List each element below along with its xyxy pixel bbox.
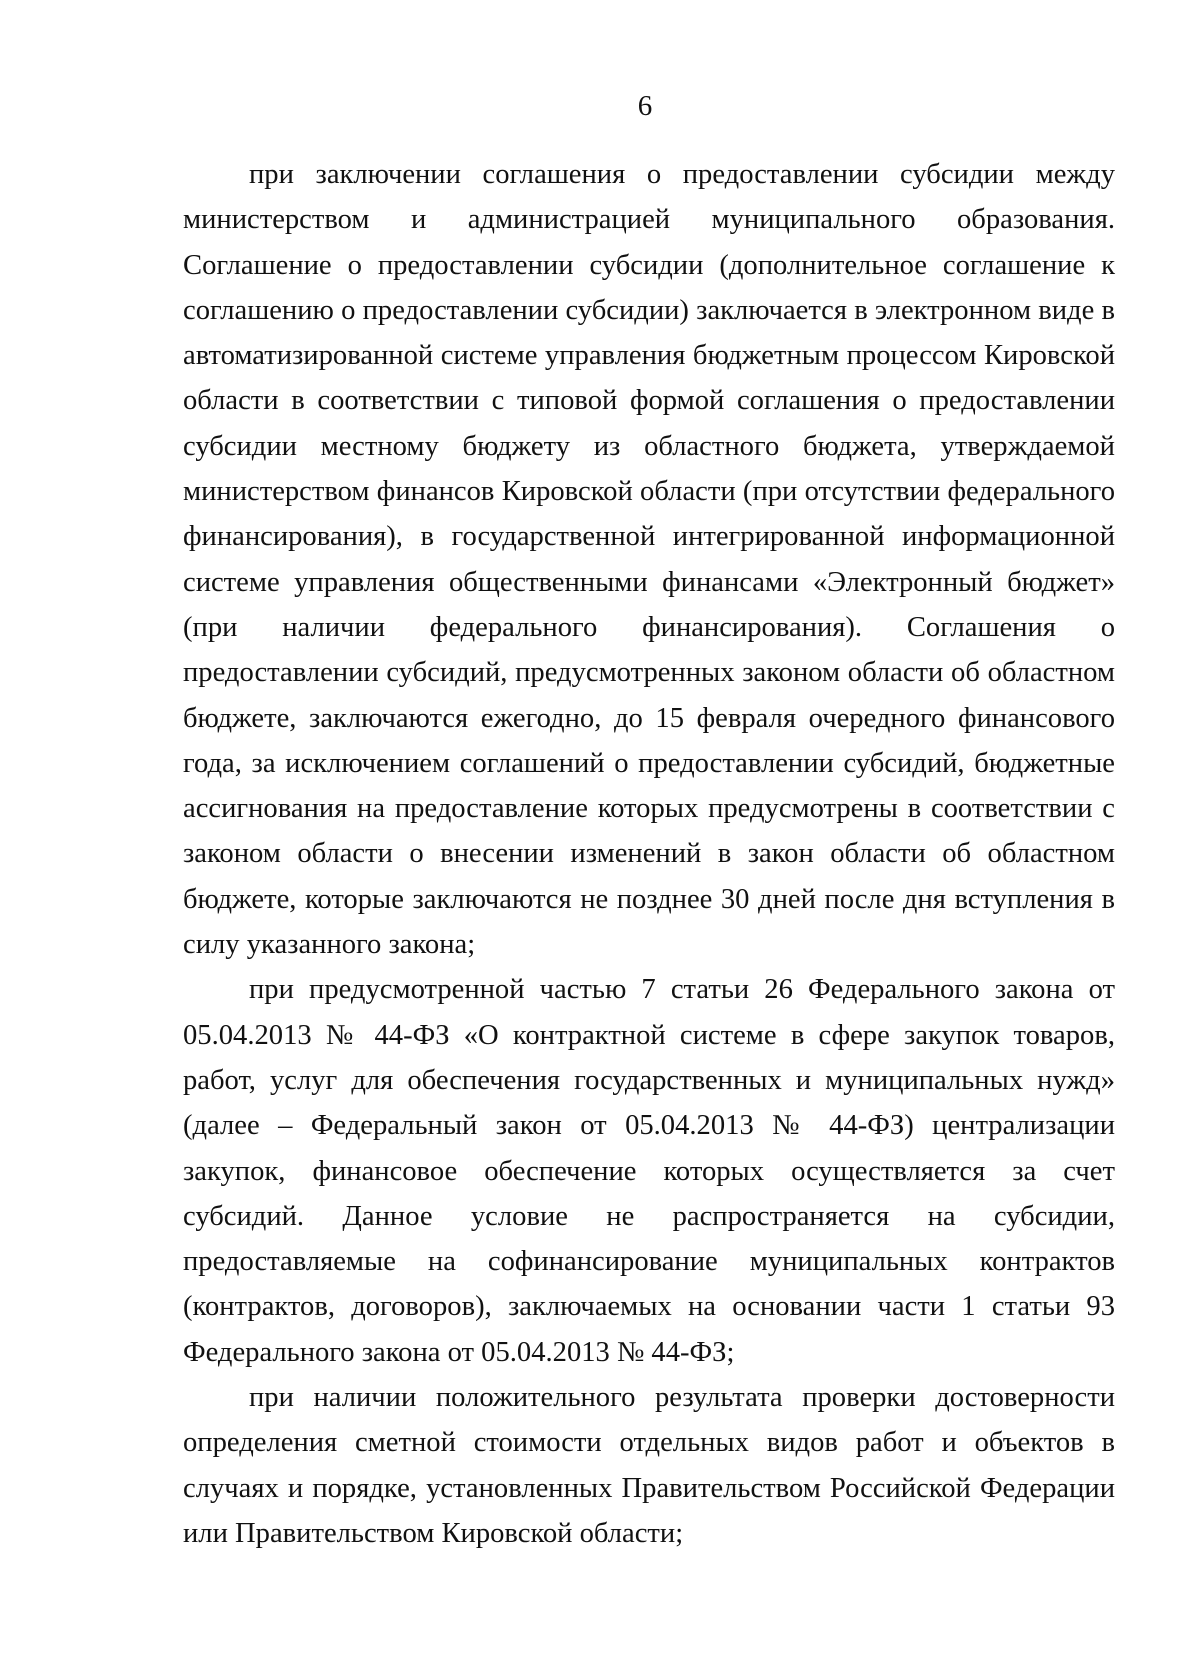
page-number: 6 bbox=[637, 90, 653, 122]
document-body bbox=[183, 152, 1115, 1556]
paragraph-estimate-verification: при наличии положительного результата проверки достоверности определения сметной стоимости отдельных видов работ и объектов в случаях и порядке, установленных Правительством Российской Федерации или Правительством Кировской области; bbox=[183, 1382, 1115, 1549]
paragraph-agreement-conditions: при заключении соглашения о предоставлении субсидии между министерством и администрацией муниципального образования. Соглашение о предоставлении субсидии (дополнительное соглашение к соглашению о предоставлении субсидии) заключается в электронном виде в автоматизированной системе управления бюджетным процессом Кировской области в соответствии с типовой формой соглашения о предоставлении субсидии местному бюджету из областного бюджета, утверждаемой министерством финансов Кировской области (при отсутствии федерального финансирования), в государственной интегрированной информационной системе управления общественными финансами «Электронный бюджет» (при наличии федерального финансирования). Соглашения о предоставлении субсидий, предусмотренных законом области об областном бюджете, заключаются ежегодно, до 15 февраля очередного финансового года, за исключением соглашений о предоставлении субсидий, бюджетные ассигнования на предоставление которых предусмотрены в соответствии с законом области о внесении изменений в закон области об областном бюджете, которые заключаются не позднее 30 дней после дня вступления в силу указанного закона; bbox=[183, 159, 1115, 961]
paragraph-procurement-centralization: при предусмотренной частью 7 статьи 26 Федерального закона от 05.04.2013 № 44-ФЗ «О контрактной системе в сфере закупок товаров, работ, услуг для обеспечения государственных и муниципальных нужд» (далее – Федеральный закон от 05.04.2013 № 44-ФЗ) централизации закупок, финансовое обеспечение которых осуществляется за счет субсидий. Данное условие не распространяется на субсидии, предоставляемые на софинансирование муниципальных контрактов (контрактов, договоров), заключаемых на основании части 1 статьи 93 Федерального закона от 05.04.2013 № 44-ФЗ; bbox=[183, 974, 1115, 1368]
